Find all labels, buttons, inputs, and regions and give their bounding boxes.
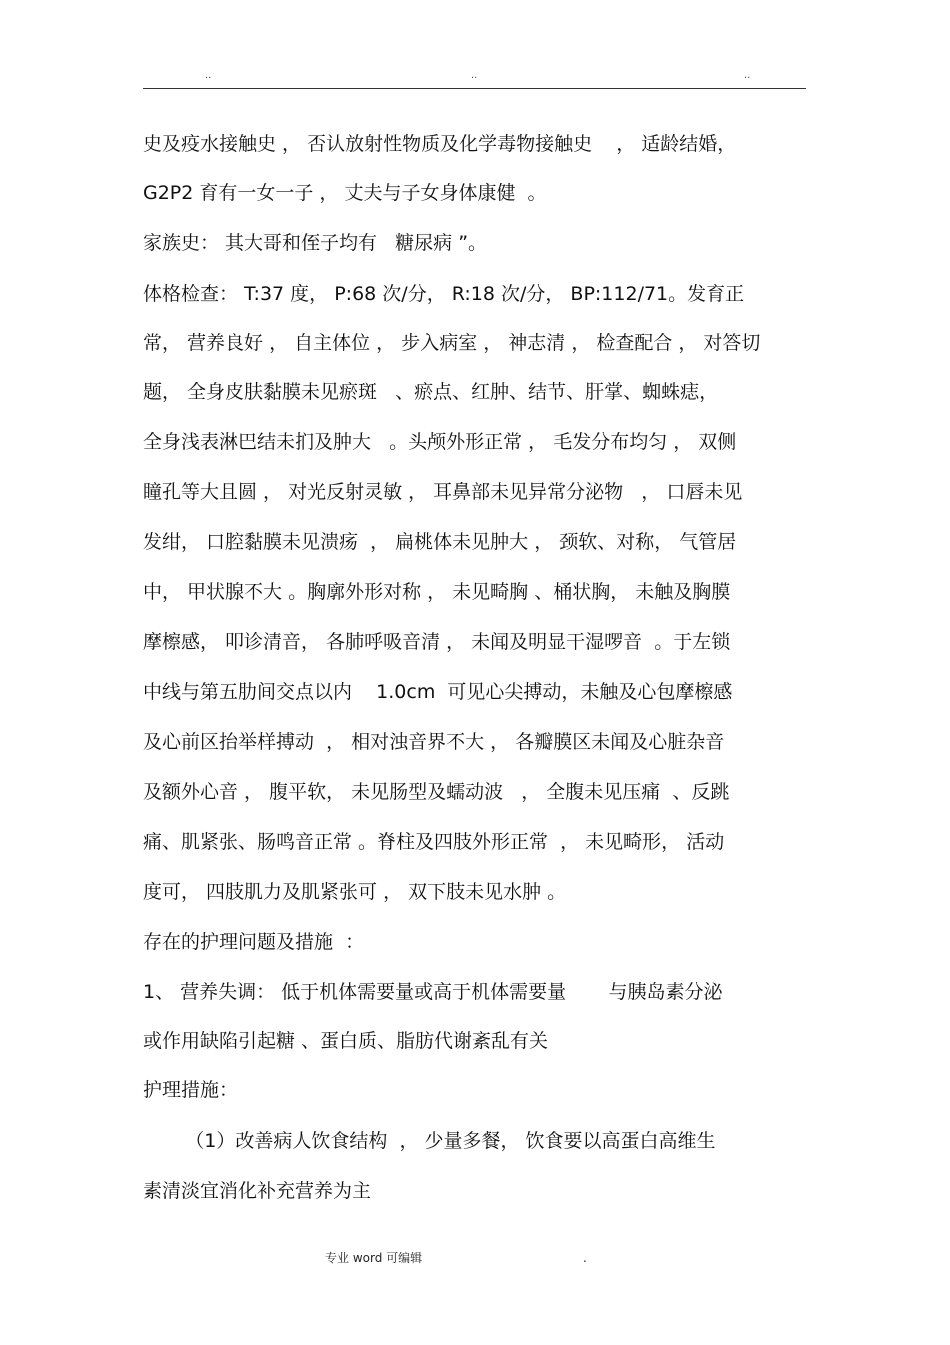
body-line: 体格检查： T:37 度， P:68 次/分， R:18 次/分， BP:112/71。发育正 bbox=[143, 283, 745, 305]
body-line: 素清淡宜消化补充营养为主 bbox=[143, 1180, 372, 1202]
body-line: G2P2 育有一女一子 ， 丈夫与子女身体康健 。 bbox=[143, 182, 547, 204]
body-line: 中， 甲状腺不大 。胸廓外形对称 ， 未见畸胸 、桶状胸， 未触及胸膜 bbox=[143, 581, 731, 603]
body-line: 全身浅表淋巴结未扪及肿大 。头颅外形正常 ， 毛发分布均匀 ， 双侧 bbox=[143, 431, 737, 453]
footer-mark: . bbox=[583, 1251, 587, 1265]
page-header bbox=[143, 66, 806, 89]
body-line: 题， 全身皮肤黏膜未见瘀斑 、瘀点、红肿、结节、肝掌、蜘蛛痣， bbox=[143, 381, 719, 403]
body-line: 1、 营养失调： 低于机体需要量或高于机体需要量 与胰岛素分泌 bbox=[143, 981, 723, 1003]
body-line: 摩檫感， 叩诊清音， 各肺呼吸音清 ， 未闻及明显干湿啰音 。于左锁 bbox=[143, 631, 731, 653]
body-line: 瞳孔等大且圆 ， 对光反射灵敏 ， 耳鼻部未见异常分泌物 ， 口唇未见 bbox=[143, 481, 743, 503]
footer-text: 专业 word 可编辑 bbox=[325, 1251, 423, 1265]
section-heading: 存在的护理问题及措施 ： bbox=[143, 931, 365, 953]
body-line: 中线与第五肋间交点以内 1.0cm 可见心尖搏动，未触及心包摩檫感 bbox=[143, 681, 733, 703]
header-mark-center: .. bbox=[471, 70, 478, 81]
subheading: 护理措施： bbox=[143, 1079, 239, 1101]
body-line: （1）改善病人饮食结构 ， 少量多餐， 饮食要以高蛋白高维生 bbox=[143, 1130, 716, 1152]
header-mark-right: .. bbox=[744, 70, 751, 81]
body-line: 及心前区抬举样搏动 ， 相对浊音界不大 ， 各瓣膜区未闻及心脏杂音 bbox=[143, 731, 725, 753]
body-line: 发绀， 口腔黏膜未见溃疡 ， 扁桃体未见肿大 ， 颈软、对称， 气管居 bbox=[143, 531, 737, 553]
body-line: 家族史： 其大哥和侄子均有 糖尿病 ”。 bbox=[143, 232, 488, 254]
body-line: 史及疫水接触史 ， 否认放射性物质及化学毒物接触史 ， 适龄结婚， bbox=[143, 133, 737, 155]
header-mark-left: .. bbox=[205, 70, 212, 81]
body-line: 常， 营养良好 ， 自主体位 ， 步入病室 ， 神志清 ， 检查配合 ， 对答切 bbox=[143, 332, 761, 354]
body-line: 及额外心音 ， 腹平软， 未见肠型及蠕动波 ， 全腹未见压痛 、反跳 bbox=[143, 781, 730, 803]
body-line: 痛、肌紧张、肠鸣音正常 。脊柱及四肢外形正常 ， 未见畸形， 活动 bbox=[143, 831, 725, 853]
body-line: 度可， 四肢肌力及肌紧张可 ， 双下肢未见水肿 。 bbox=[143, 881, 567, 903]
body-line: 或作用缺陷引起糖 、蛋白质、脂肪代谢紊乱有关 bbox=[143, 1030, 549, 1052]
